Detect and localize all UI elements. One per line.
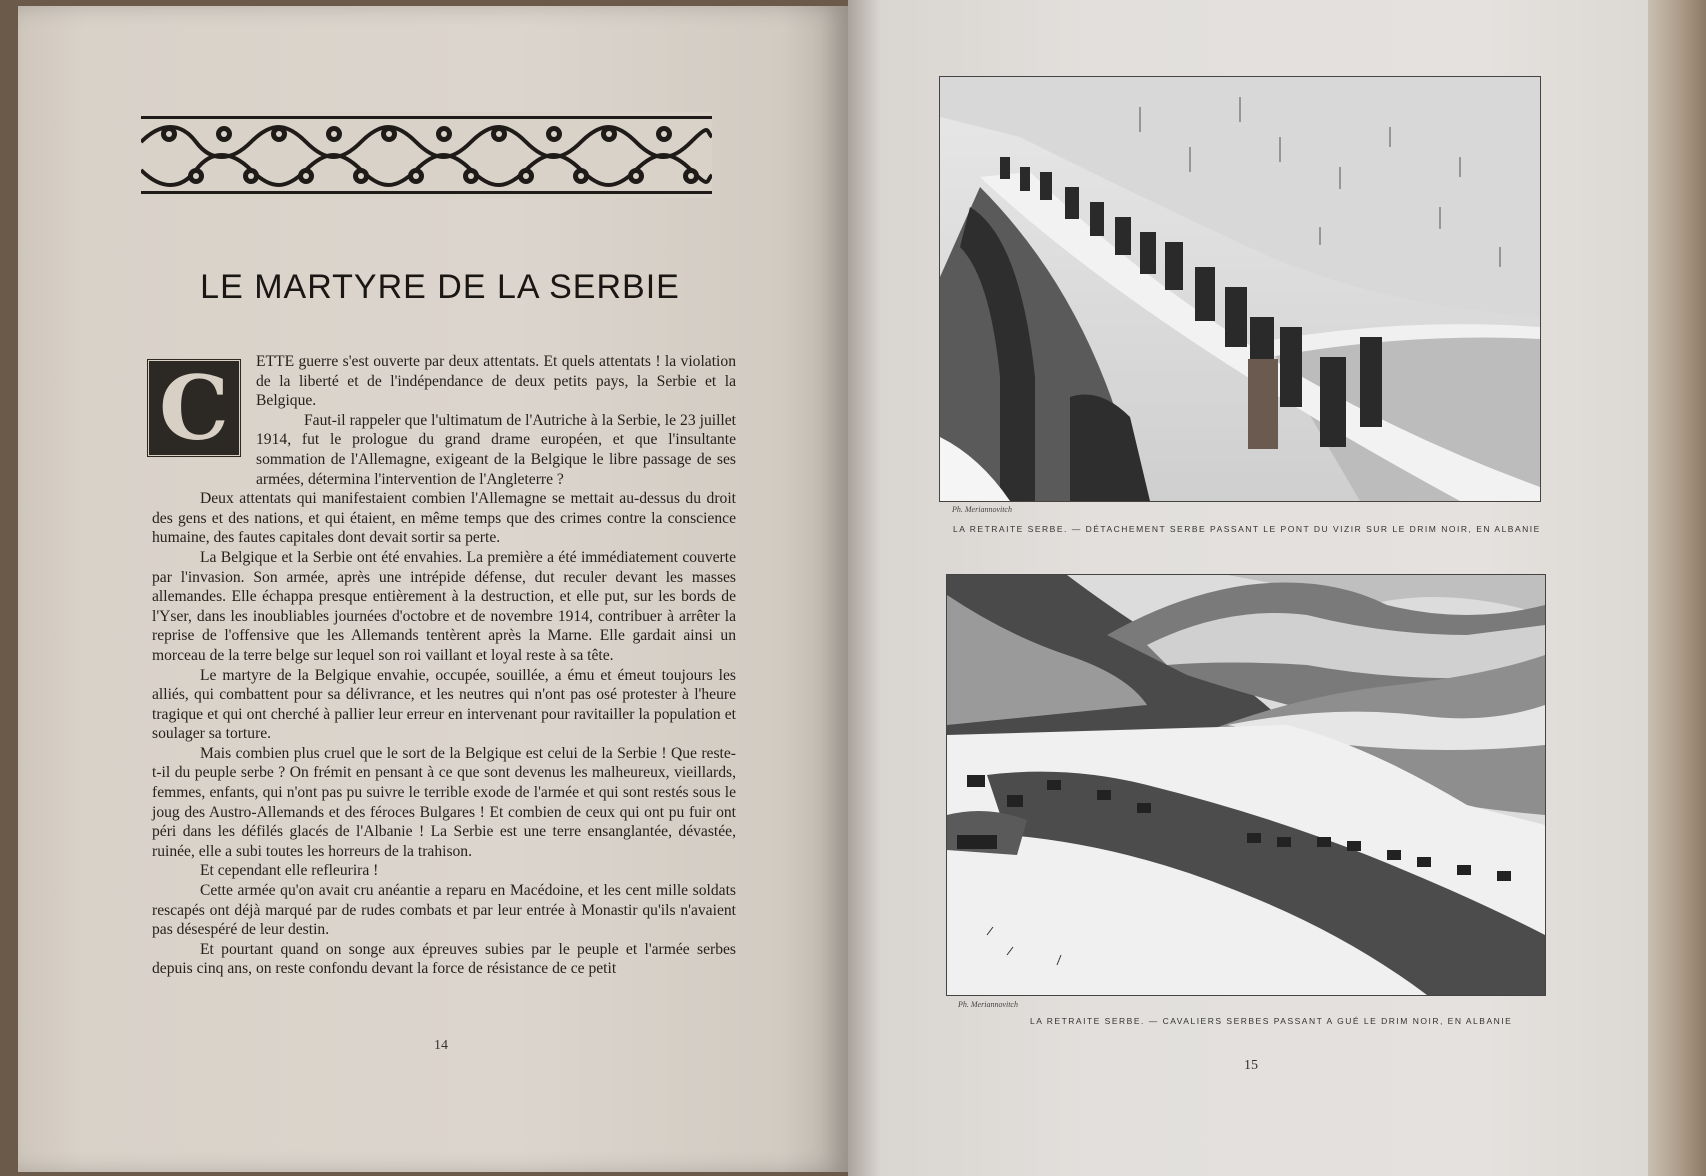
paragraph: Et cependant elle refleurira ! <box>200 862 379 880</box>
paragraph: Deux attentats qui manifestaient combien l'Allemagne se mettait au-dessus du droit des gens et des nations, et qui étaient, en même temps que des crimes contre la conscience humaine, des fautes capitales dont devait sortir sa perte. <box>152 490 736 547</box>
paragraph: Et pourtant quand on songe aux épreuves subies par le peuple et l'armée serbes depuis cinq ans, on reste confondu devant la force de résistance de ce petit <box>152 940 736 978</box>
paragraph: ETTE guerre s'est ouverte par deux attentats. Et quels attentats ! la violation de la liberté et de l'indépendance de deux petits pays, la Serbie et la Belgique. <box>256 353 736 410</box>
page-title: LE MARTYRE DE LA SERBIE <box>200 268 680 306</box>
paragraph: Faut-il rappeler que l'ultimatum de l'Autriche à la Serbie, le 23 juillet 1914, fut le prologue du grand drame européen, et que l'insultante sommation de l'Allemagne, exigeant de la Belgique le libre passage de ses armées, détermina l'intervention de l'Angleterre ? <box>256 411 736 488</box>
page-number-right: 15 <box>1244 1058 1258 1073</box>
paragraph: Le martyre de la Belgique envahie, occupée, souillée, a ému et émeut toujours les alliés, qui combattent pour sa délivrance, et les neutres qui n'ont pas osé protester à l'heure tragique et qui ont cherché à pallier leur erreur en intervenant pour ravitailler la population et soulager sa torture. <box>152 666 736 743</box>
paragraph: Mais combien plus cruel que le sort de la Belgique est celui de la Serbie ! Que reste-t-il du peuple serbe ? On frémit en pensant à ce que sont devenus les malheureux, vieillards, femmes, enfants, qui n'ont pas pu suivre le terrible exode de l'armée et qui sont restés sous le joug des Austro-Allemands et des féroces Bulgares ! Et combien de ceux qui ont pu fuir ont péri dans les défilés glacés de l'Albanie ! La Serbie est une terre ensanglantée, dévastée, ruinée, elle a subi toutes les horreurs de la trahison. <box>152 744 736 860</box>
photo1-caption: LA RETRAITE SERBE. — DÉTACHEMENT SERBE PASSANT LE PONT DU VIZIR SUR LE DRIM NOIR, EN ALBANIE <box>953 524 1541 534</box>
photo2-caption: LA RETRAITE SERBE. — CAVALIERS SERBES PASSANT A GUÉ LE DRIM NOIR, EN ALBANIE <box>1030 1016 1513 1026</box>
paragraph: Cette armée qu'on avait cru anéantie a reparu en Macédoine, et les cent mille soldats rescapés ont déjà marqué par de rudes combats et par leur entrée à Monastir qu'ils n'avaient pas désespéré de leur destin. <box>152 882 736 939</box>
dropcap-letter: C <box>146 358 242 458</box>
photo-bridge-crossing <box>939 76 1541 502</box>
paragraph: La Belgique et la Serbie ont été envahies. La première a été immédiatement couverte par l'invasion. Son armée, après une intrépide défense, dut reculer devant les masses allemandes. Elle échappa presque entièrement à la destruction, et elle put, sur les bords de l'Yser, dans les inoubliables journées d'octobre et de novembre 1914, contribuer à arrêter la reprise de l'offensive que les Allemands tentèrent après la Marne. Elle gardait ainsi un morceau de la terre belge sur lequel son roi vaillant et loyal reste à sa tête. <box>152 548 736 664</box>
ornamental-header-band <box>141 112 712 198</box>
page-number-left: 14 <box>434 1038 448 1053</box>
photo-river-ford <box>946 574 1546 996</box>
book-edge <box>1648 0 1706 1176</box>
body-text <box>152 352 736 979</box>
photo1-credit: Ph. Meriannovitch <box>952 505 1012 514</box>
photo2-credit: Ph. Meriannovitch <box>958 1000 1018 1009</box>
